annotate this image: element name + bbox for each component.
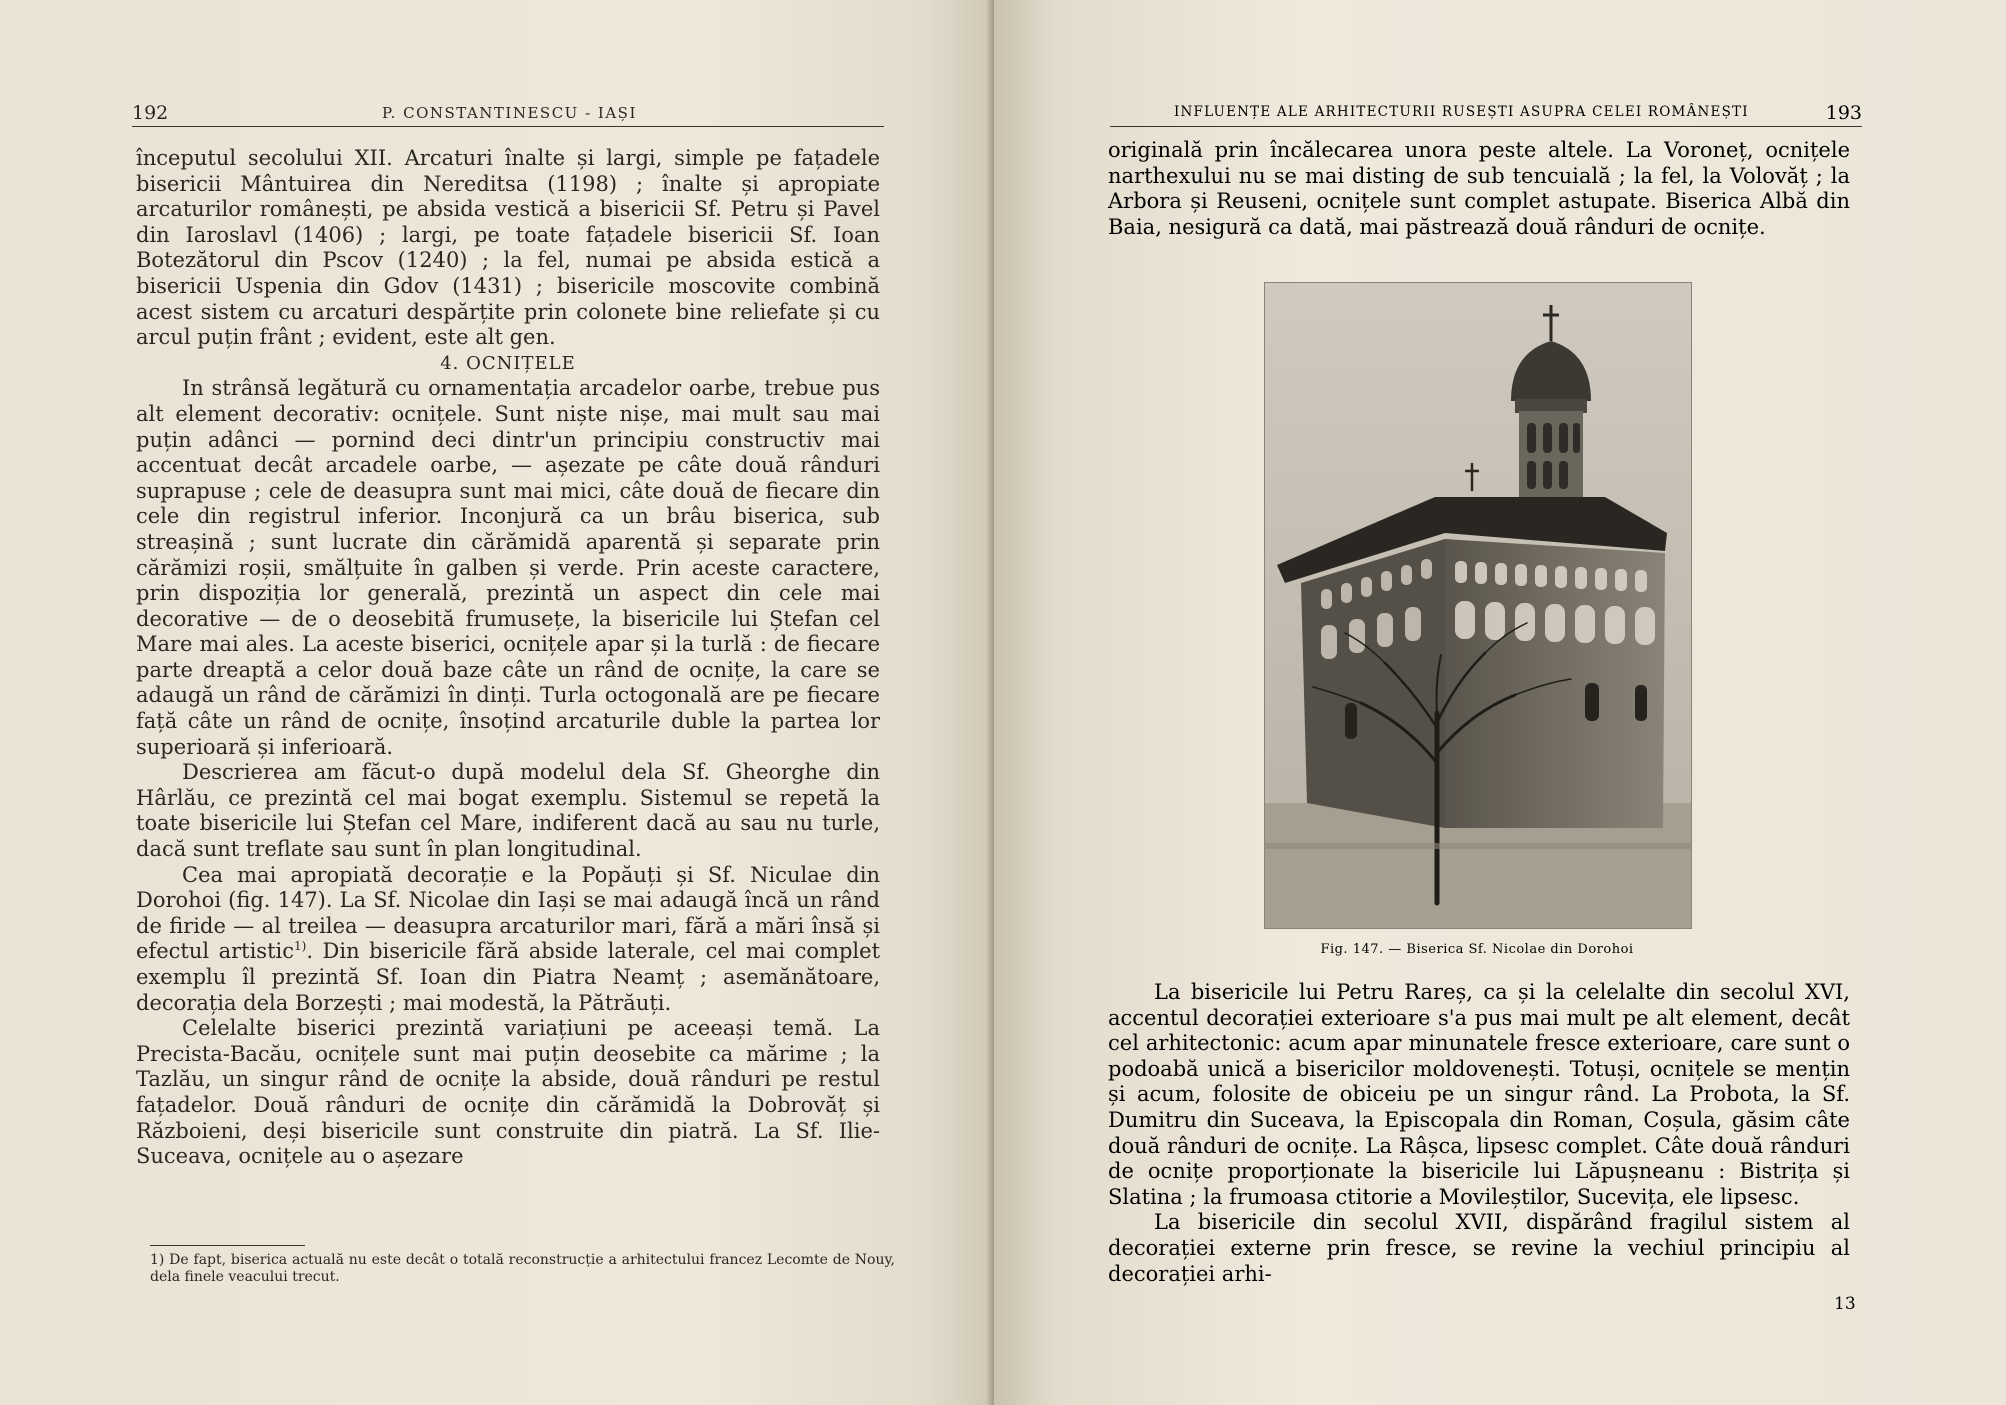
right-running-title: INFLUENȚE ALE ARHITECTURII RUSEȘTI ASUPRA CELEI ROMÂNEȘTI xyxy=(1174,104,1749,120)
section-title: 4. OCNIȚELE xyxy=(440,352,576,374)
right-paragraph-1: La bisericile lui Petru Rareș, ca și la celelalte din secolul XVI, accentul decorației exterioare s'a pus mai mult pe alt element, decât cel arhitectonic: acum apar minunatele fresce exterioare, care sunt o podoabă unică a bisericilor moldovenești. Totuși, ocnițele se mențin și acum, folosite de obiceiu pe un singur rând. La Probota, la Sf. Dumitru din Suceava, la Episcopala din Roman, Coșula, găsim câte două rânduri de ocnițe. La Râșca, lipsesc complet. Câte două rânduri de ocnițe proporționate la bisericile lui Lăpușneanu : Bistrița și Slatina ; la frumoasa ctitorie a Movileștilor, Sucevița, ele lipsesc. xyxy=(1108,980,1850,1209)
footnote: 1) De fapt, biserica actuală nu este decât o totală reconstrucție a arhitectului francez Lecomte de Nouy, dela finele veacului trecut. xyxy=(150,1252,895,1285)
footnote-reference: 1) xyxy=(294,939,307,954)
left-paragraph-3-tail: . Din bisericile fără abside laterale, cel mai complet exemplu îl prezintă Sf. Ioan din Piatra Neamț ; asemănătoare, decorația dela Borzești ; mai modestă, la Pătrăuți. xyxy=(136,939,881,1015)
footnote-rule xyxy=(150,1245,305,1246)
left-paragraph-4: Celelalte biserici prezintă variațiuni pe aceeași temă. La Precista-Bacău, ocnițele sunt mai puțin deosebite ca mărime ; la Tazlău, un singur rând de ocnițe la abside, două rânduri pe restul fațadelor. Două rânduri de ocnițe din cărămidă la Dobrovăț și Războieni, deși bisericile sunt construite din piatră. La Sf. Ilie-Suceava, ocnițele au o așezare xyxy=(136,1016,880,1169)
right-paragraph-2: La bisericile din secolul XVII, dispărând fragilul sistem al decorației externe prin fresce, se revine la vechiul principiu al decorației arhi- xyxy=(1108,1210,1850,1286)
left-paragraph-1: In strânsă legătură cu ornamentația arcadelor oarbe, trebue pus alt element decorativ: ocnițele. Sunt niște nișe, mai mult sau mai puțin adânci — pornind deci dintr'un principiu constructiv mai accentuat decât arcadele oarbe, — așezate pe câte două rânduri suprapuse ; cele de deasupra sunt mai mici, câte două de fiecare din cele din registrul inferior. Inconjură ca un brâu biserica, sub streașină ; sunt lucrate din cărămidă aparentă și separate prin cărămizi roșii, smălțuite în galben și verde. Prin aceste caractere, prin dispoziția lor generală, prezintă un aspect din cele mai decorative — de o deosebită frumusețe, la bisericile lui Ștefan cel Mare mai ales. La aceste biserici, ocnițele apar și la turlă : de fiecare parte dreaptă a celor două baze câte un rând de ocnițe, la care se adaugă un rând de cărămizi în dinți. Turla octogonală are pe fiecare față câte un rând de ocnițe, însoțind arcaturile duble la partea lor superioară și inferioară. xyxy=(136,376,880,759)
left-page-number: 192 xyxy=(132,102,169,124)
signature-mark: 13 xyxy=(1834,1294,1856,1314)
right-text-bottom xyxy=(1108,980,1850,1287)
left-page xyxy=(0,0,994,1405)
left-paragraph-3-text: Cea mai apropiată decorație e la Popăuți și Sf. Niculae din Dorohoi (fig. 147). La Sf. Nicolae din Iași se mai adaugă încă un rând de firide — al treilea — deasupra arcaturilor mari, fără a mări însă și efectul artistic xyxy=(136,862,880,964)
left-text-block xyxy=(136,146,880,1170)
right-header-rule xyxy=(1110,126,1862,127)
left-running-head xyxy=(132,96,884,126)
left-paragraph-continued: începutul secolului XII. Arcaturi înalte și largi, simple pe fațadele bisericii Mântuirea din Nereditsa (1198) ; înalte și apropiate arcaturilor românești, pe absida vestică a bisericii Sf. Petru și Pavel din Iaroslavl (1406) ; largi, pe toate fațadele bisericii Sf. Ioan Botezătorul din Pscov (1240) ; la fel, numai pe absida estică a bisericii Uspenia din Gdov (1431) ; bisericile moscovite combină acest sistem cu arcaturi despărțite prin colonete bine reliefate și cu arcul puțin frânt ; evident, este alt gen. xyxy=(136,146,880,350)
left-header-rule xyxy=(132,126,884,127)
right-running-head xyxy=(1110,96,1862,126)
church-illustration xyxy=(1265,283,1691,928)
left-paragraph-2: Descrierea am făcut-o după modelul dela Sf. Gheorghe din Hârlău, ce prezintă cel mai bogat exemplu. Sistemul se repetă la toate bisericile lui Ștefan cel Mare, indiferent dacă au sau nu turle, dacă sunt treflate sau sunt în plan longitudinal. xyxy=(136,760,880,862)
left-paragraph-3 xyxy=(136,863,880,1017)
church-photograph xyxy=(1264,282,1692,929)
right-paragraph-continued: originală prin încălecarea unora peste altele. La Voroneț, ocnițele narthexului nu se mai disting de sub tencuială ; la fel, la Volovăț ; la Arbora și Reuseni, ocnițele sunt complet astupate. Biserica Albă din Baia, nesigură ca dată, mai păstrează două rânduri de ocnițe. xyxy=(1108,138,1850,239)
left-running-title: P. CONSTANTINESCU - IAȘI xyxy=(382,104,637,122)
figure-caption: Fig. 147. — Biserica Sf. Nicolae din Dorohoi xyxy=(1320,942,1634,957)
right-text-top xyxy=(1108,138,1850,240)
right-page-number: 193 xyxy=(1825,102,1862,124)
